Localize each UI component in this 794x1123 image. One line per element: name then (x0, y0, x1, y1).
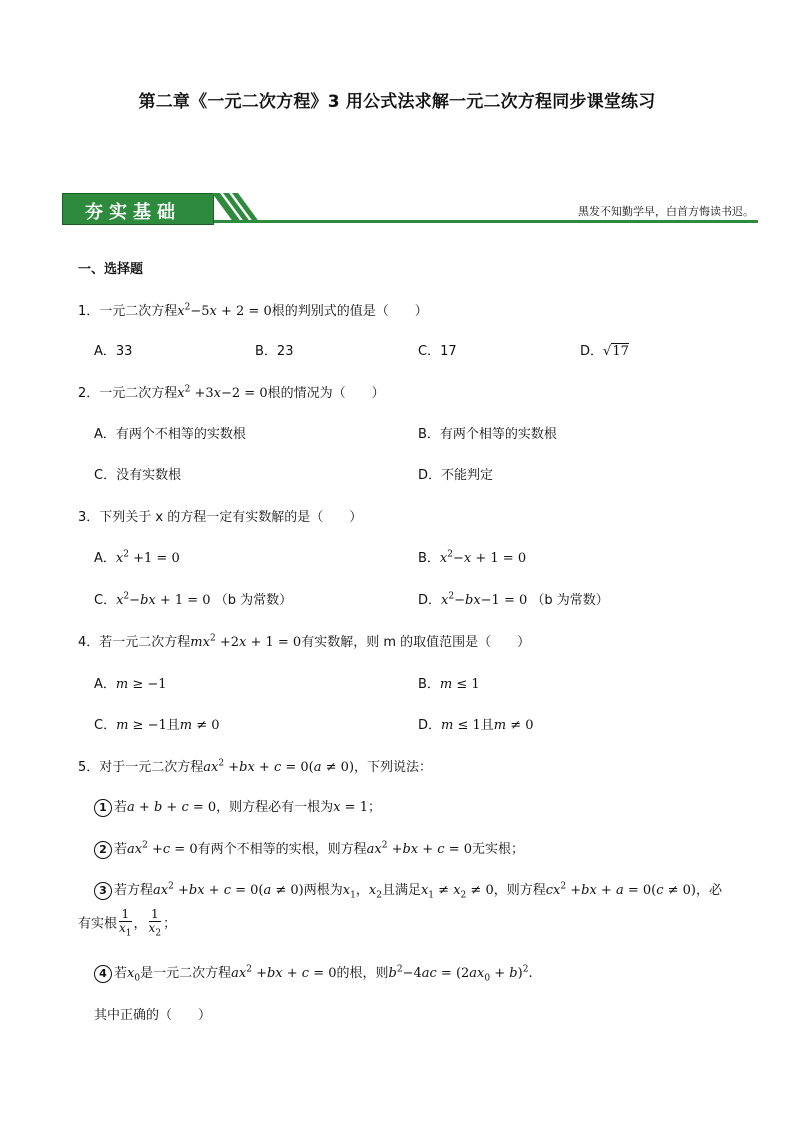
q5-statement-3: 3 若方程$ax^2 +bx + c = 0(a \ne 0)$两根为$x_1$，$x_2$且满足$x_1 \ne x_2 \ne 0$，则方程$cx^2 +bx + a = 0(c \ne 0)$，必 (94, 879, 722, 901)
s1-end: ； (367, 800, 381, 815)
q4-option-b: B．m ≤ 1 (418, 677, 480, 692)
q2-option-c: C．没有实数根 (94, 468, 182, 483)
banner-label: 夯实基础 (85, 202, 181, 223)
q3-option-c-note: （b 为常数） (214, 593, 293, 608)
q4-option-a-label: A． (94, 677, 116, 692)
circled-number: 2 (94, 841, 112, 859)
q3-option-c-label: C． (94, 593, 117, 608)
q2-prefix: 2．一元二次方程 (78, 386, 178, 401)
circled-number: 4 (94, 965, 112, 983)
q3-option-c: C．$x^2-bx + 1 = 0$ （b 为常数） (94, 591, 293, 608)
page-title: 第二章《一元二次方程》3 用公式法求解一元二次方程同步课堂练习 (138, 92, 656, 112)
s3-end: ； (163, 916, 177, 932)
s3-b: ， (355, 883, 369, 898)
q1-option-d-label: D． (580, 344, 604, 359)
question-3: 3．下列关于 x 的方程一定有实数解的是（ ） (78, 510, 363, 525)
fraction-1-over-x2: $\frac{1}{x_2}$ (148, 907, 162, 939)
s2-end: 无实根； (472, 842, 525, 857)
stripes-icon (212, 193, 260, 223)
q5-statement-2: 2 若$ax^2 +c = 0$有两个不相等的实根，则方程$ax^2 +bx + c = 0$无实根； (94, 838, 524, 859)
section-heading: 一、选择题 (78, 262, 144, 277)
banner-tag (62, 193, 214, 225)
q1-option-d: D．√17 (580, 344, 629, 359)
s2-mid: 有两个不相等的实根，则方程 (197, 842, 367, 857)
q4-option-c: C．m ≥ −1且m ≠ 0 (94, 718, 220, 733)
q4-option-c-and: 且 (166, 718, 180, 733)
q4-option-d: D．m ≤ 1且m ≠ 0 (418, 718, 534, 733)
q3-option-d: D．$x^2-bx-1 = 0$ （b 为常数） (418, 591, 609, 608)
q1-suffix: 根的判别式的值是（ ） (271, 304, 428, 319)
q3-option-b-label: B． (418, 551, 440, 566)
s3-a: 两根为 (303, 883, 343, 898)
q1-option-c: C．17 (418, 344, 457, 359)
q3-option-b: B．$x^2-x + 1 = 0$ (418, 549, 527, 566)
q2-option-b: B．有两个相等的实数根 (418, 427, 557, 442)
s3-d: ，则方程 (493, 883, 546, 898)
s1-mid: ，则方程必有一根为 (216, 800, 334, 815)
q5-prefix: 5．对于一元二次方程 (78, 760, 204, 775)
s3-sep: ， (133, 916, 147, 932)
circled-number: 1 (94, 799, 112, 817)
question-4: 4．若一元二次方程$mx^2 +2x + 1 = 0$有实数解，则 m 的取值范围是（ ） (78, 633, 531, 650)
q5-ending: 其中正确的（ ） (94, 1008, 212, 1023)
s3-line2: 有实根 (78, 916, 118, 932)
q1-option-d-radicand: 17 (612, 344, 629, 359)
s3-pre: 若方程 (114, 883, 154, 898)
q3-option-a: A．$x^2 +1 = 0$ (94, 549, 180, 566)
q2-suffix: 根的情况为（ ） (267, 386, 385, 401)
circled-number: 3 (94, 882, 112, 900)
question-1: 1．一元二次方程$x^2-5x + 2 = 0$根的判别式的值是（ ） (78, 302, 428, 319)
q5-statement-3-line2 (78, 908, 176, 940)
banner-motto: 黑发不知勤学早，白首方悔读书迟。 (578, 205, 754, 218)
q2-option-a: A．有两个不相等的实数根 (94, 427, 246, 442)
q4-option-d-and: 且 (480, 718, 494, 733)
q4-option-a: A．m ≥ −1 (94, 677, 167, 692)
s4-pre: 若 (114, 966, 128, 981)
q4-prefix: 4．若一元二次方程 (78, 635, 191, 650)
q3-option-a-label: A． (94, 551, 116, 566)
q1-option-a: A．33 (94, 344, 133, 359)
q2-option-d: D．不能判定 (418, 468, 494, 483)
q5-statement-1: 1 若a + b + c = 0，则方程必有一根为x = 1； (94, 796, 381, 817)
q5-statement-4: 4 若$x_0$是一元二次方程$ax^2 +bx + c = 0$的根，则$b^2-4ac = (2ax_0 + b)^2$. (94, 962, 533, 984)
fraction-1-over-x1: $\frac{1}{x_1}$ (119, 907, 132, 939)
q3-option-d-note: （b 为常数） (531, 593, 609, 608)
q5-suffix: ，下列说法： (354, 760, 433, 775)
q4-option-d-label: D． (418, 718, 442, 733)
s4-b: 的根，则 (336, 966, 389, 981)
s3-c: 且满足 (381, 883, 421, 898)
question-2: 2．一元二次方程$x^2 +3x-2 = 0$根的情况为（ ） (78, 384, 385, 401)
s2-pre: 若 (114, 842, 128, 857)
section-banner (62, 193, 758, 225)
q1-prefix: 1．一元二次方程 (78, 304, 178, 319)
q4-suffix: 有实数解，则 m 的取值范围是（ ） (301, 635, 531, 650)
s1-pre: 若 (114, 800, 128, 815)
question-5: 5．对于一元二次方程$ax^2 +bx + c = 0(a \ne 0)$，下列说法： (78, 758, 433, 775)
s3-e: ，必 (696, 883, 723, 898)
q4-option-c-label: C． (94, 718, 117, 733)
s4-mid: 是一元二次方程 (140, 966, 232, 981)
q3-option-d-label: D． (418, 593, 442, 608)
q4-option-b-label: B． (418, 677, 440, 692)
q1-option-b: B．23 (255, 344, 294, 359)
